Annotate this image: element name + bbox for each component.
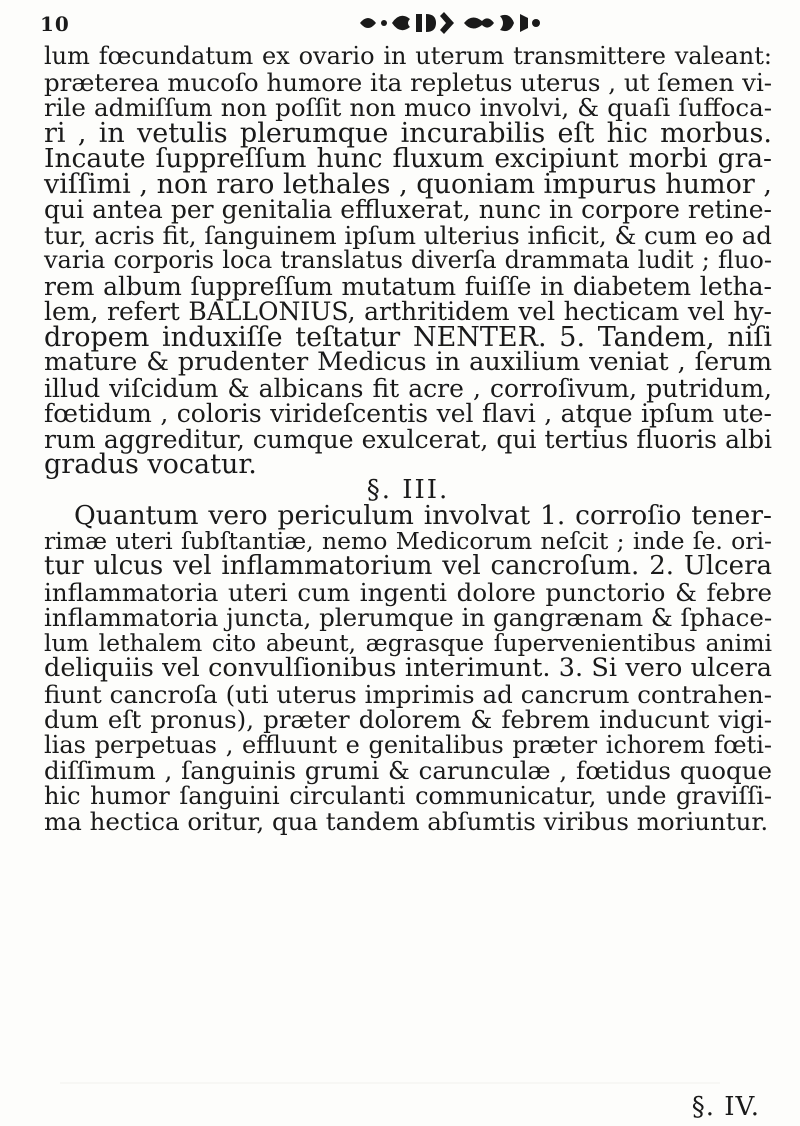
text-line: hic humor ſanguini circulanti communicatur, unde graviſſi-: [44, 781, 772, 810]
catchword: §. IV.: [691, 1092, 760, 1122]
text-line: rum aggreditur, cumque exulcerat, qui tertius fluoris albi: [44, 424, 772, 454]
text-line: inflammatoria uteri cum ingenti dolore punctorio & febre: [44, 577, 772, 607]
text-line: fiunt cancroſa (uti uterus imprimis ad cancrum contrahen-: [44, 679, 772, 709]
printer-ornament-icon: [340, 8, 560, 38]
text-line: illud viſcidum & albicans fit acre , corroſivum, putridum,: [44, 373, 772, 403]
text-line: lum lethalem cito abeunt, ægrasque ſupervenientibus animi: [44, 628, 772, 657]
text-line: mature & prudenter Medicus in auxilium veniat , ſerum: [44, 347, 772, 377]
text-line: qui antea per genitalia effluxerat, nunc in corpore retine-: [44, 195, 772, 224]
text-line: tur ulcus vel inflammatorium vel cancroſum. 2. Ulcera: [44, 551, 772, 581]
text-line: ri , in vetulis plerumque incurabilis eſt hic morbus.: [44, 117, 772, 149]
section-heading: §. III.: [366, 474, 450, 505]
text-line: fœtidum , coloris virideſcentis vel flavi , atque ipſum ute-: [44, 399, 772, 428]
text-line: dum eſt pronus), præter dolorem & febrem inducunt vigi-: [44, 705, 772, 734]
page-number: 10: [40, 12, 70, 36]
text-line: diſſimum , ſanguinis grumi & carunculæ , fœtidus quoque: [44, 756, 772, 785]
text-line: præterea mucoſo humore ita repletus uterus , ut ſemen vi-: [44, 67, 773, 97]
text-line: lias perpetuas , effluunt e genitalibus præter ichorem fœti-: [44, 730, 772, 759]
text-line: lem, refert BALLONIUS, arthritidem vel hecticam vel hy-: [44, 297, 772, 326]
page-smudge: [60, 1082, 720, 1084]
text-line: inflammatoria juncta, plerumque in gangrænam & ſphace-: [44, 603, 773, 632]
text-line: tur, acris fit, ſanguinem ipſum ulterius inficit, & cum eo ad: [44, 220, 772, 250]
text-line: varia corporis loca translatus diverſa drammata ludit ; fluo-: [44, 246, 772, 274]
text-line: viſſimi , non raro lethales , quoniam impurus humor ,: [44, 168, 772, 200]
text-line: deliquiis vel convulſionibus interimunt. 3. Si vero ulcera: [44, 653, 772, 683]
text-line: Quantum vero periculum involvat 1. corroſio tener-: [74, 500, 772, 531]
text-line: gradus vocatur.: [44, 449, 257, 480]
text-line: rem album ſuppreſſum mutatum fuiſſe in diabetem letha-: [44, 271, 772, 301]
body-text: [44, 44, 772, 835]
text-line: rile admiſſum non poſſit non muco involvi, & quaſi ſuffoca-: [44, 93, 772, 122]
text-line: lum fœcundatum ex ovario in uterum transmittere valeant:: [44, 42, 772, 70]
text-line: dropem induxiſſe teſtatur NENTER. 5. Tandem, niſi: [44, 321, 772, 353]
text-line: Incaute ſuppreſſum hunc fluxum excipiunt morbi gra-: [44, 143, 772, 174]
text-line: rimæ uteri ſubſtantiæ, nemo Medicorum neſcit ; inde ſe. ori-: [44, 526, 772, 555]
page-header: [40, 6, 760, 42]
text-line: ma hectica oritur, qua tandem abſumtis viribus moriuntur.: [44, 807, 769, 836]
